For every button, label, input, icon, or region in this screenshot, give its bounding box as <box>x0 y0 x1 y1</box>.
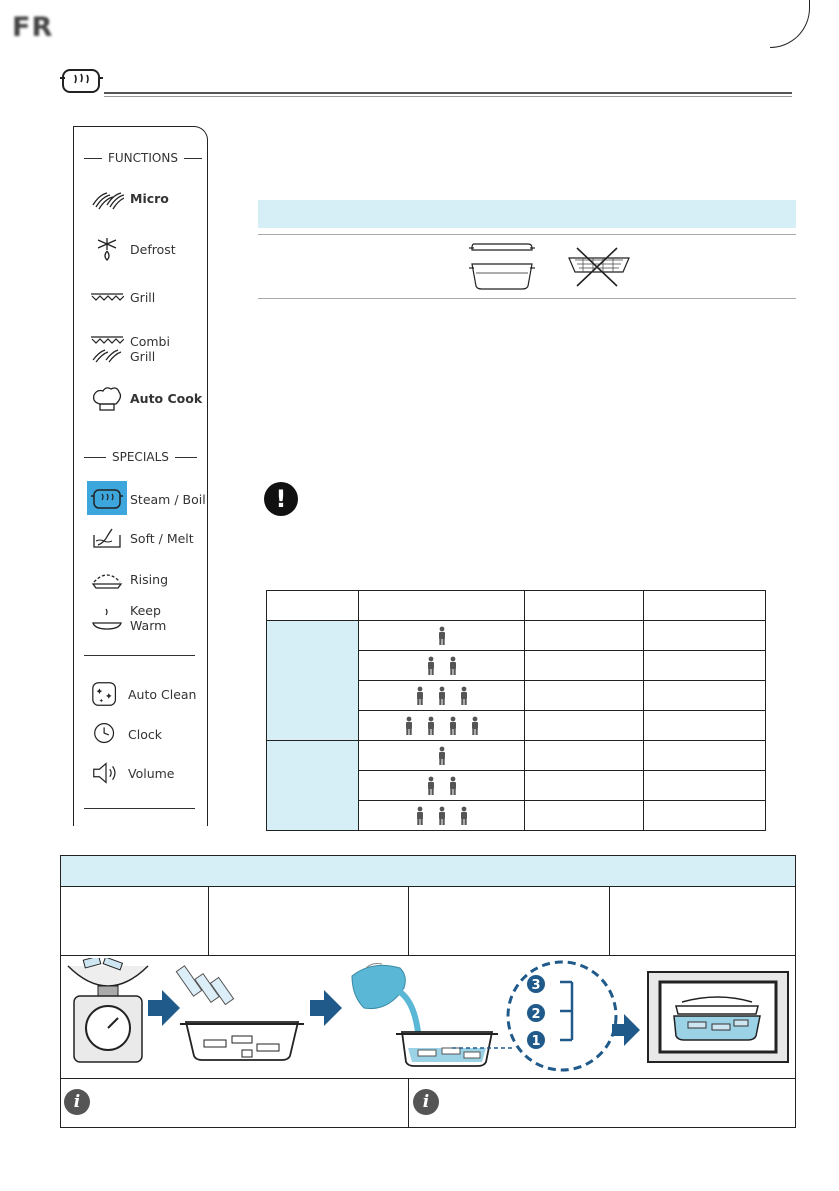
volume[interactable]: Volume <box>90 760 175 786</box>
auto-clean[interactable]: Auto Clean <box>90 681 196 707</box>
page-corner <box>770 0 810 48</box>
table-row <box>267 741 766 771</box>
functions-header: FUNCTIONS <box>84 151 202 165</box>
auto-clean-icon <box>90 681 122 707</box>
function-grill[interactable]: Grill <box>90 284 155 310</box>
pasta-pot-icon <box>176 966 304 1060</box>
serving-1 <box>359 621 525 651</box>
table-header-row <box>267 591 766 621</box>
rising-icon <box>90 566 124 592</box>
table-row <box>267 621 766 651</box>
level-marks-icon <box>508 962 616 1070</box>
serving-1 <box>359 741 525 771</box>
special-steam-boil[interactable]: Steam / Boil <box>90 486 206 512</box>
row-divider <box>60 955 796 956</box>
function-micro[interactable]: Micro <box>90 185 169 211</box>
serving-3 <box>359 681 525 711</box>
cell-divider <box>208 887 209 955</box>
specials-header: SPECIALS <box>84 450 197 464</box>
level-number: 3 <box>531 978 541 993</box>
serving-3 <box>359 801 525 831</box>
water-jug-icon <box>352 964 418 1033</box>
serving-2 <box>359 771 525 801</box>
arrow-right-icon <box>148 990 180 1026</box>
table-rule-top <box>258 234 796 235</box>
steps-illustration <box>62 958 794 1074</box>
panel-divider <box>84 655 195 656</box>
accessory-table-header <box>258 200 796 228</box>
cell-divider <box>609 887 610 955</box>
volume-icon <box>90 760 122 786</box>
panel-divider <box>84 808 195 809</box>
soft-melt-icon <box>90 525 124 551</box>
combi-grill-icon <box>90 334 124 364</box>
group-label-cell-2 <box>267 741 359 831</box>
function-defrost[interactable]: Defrost <box>90 236 176 262</box>
function-combi-grill[interactable]: Combi Grill <box>90 334 170 364</box>
steps-header <box>60 855 796 887</box>
clock[interactable]: Clock <box>90 721 162 747</box>
header-rule <box>104 92 792 94</box>
header-rule-thin <box>104 96 792 97</box>
arrow-right-icon <box>310 990 342 1026</box>
info-icon: i <box>64 1089 90 1115</box>
special-keep-warm[interactable]: Keep Warm <box>90 603 166 633</box>
level-number: 1 <box>531 1034 541 1049</box>
scale-icon <box>68 958 148 1062</box>
language-code: FR <box>12 12 54 43</box>
serving-2 <box>359 651 525 681</box>
serving-4 <box>359 711 525 741</box>
steam-boil-icon <box>90 486 124 512</box>
steam-container-icon <box>468 240 536 292</box>
clock-icon <box>90 721 122 747</box>
level-number: 2 <box>531 1007 541 1022</box>
grill-icon <box>90 284 124 310</box>
crossed-grill-tray-icon <box>565 246 633 288</box>
steam-boil-icon <box>60 64 104 96</box>
chef-hat-icon <box>90 384 124 412</box>
cell-divider <box>408 887 409 955</box>
special-soft-melt[interactable]: Soft / Melt <box>90 525 194 551</box>
special-rising[interactable]: Rising <box>90 566 168 592</box>
exclamation-icon: ! <box>264 482 298 516</box>
defrost-icon <box>90 236 124 262</box>
microwave-waves-icon <box>90 185 124 211</box>
oven-container-icon <box>648 972 788 1062</box>
pasta-pot-icon <box>396 1032 512 1066</box>
servings-table <box>266 590 766 831</box>
group-label-cell-1 <box>267 621 359 741</box>
row-divider <box>60 1078 796 1079</box>
keep-warm-icon <box>90 603 124 633</box>
function-auto-cook[interactable]: Auto Cook <box>90 384 202 412</box>
table-rule-bottom <box>258 298 796 299</box>
cell-divider <box>408 1078 409 1128</box>
info-icon: i <box>413 1089 439 1115</box>
